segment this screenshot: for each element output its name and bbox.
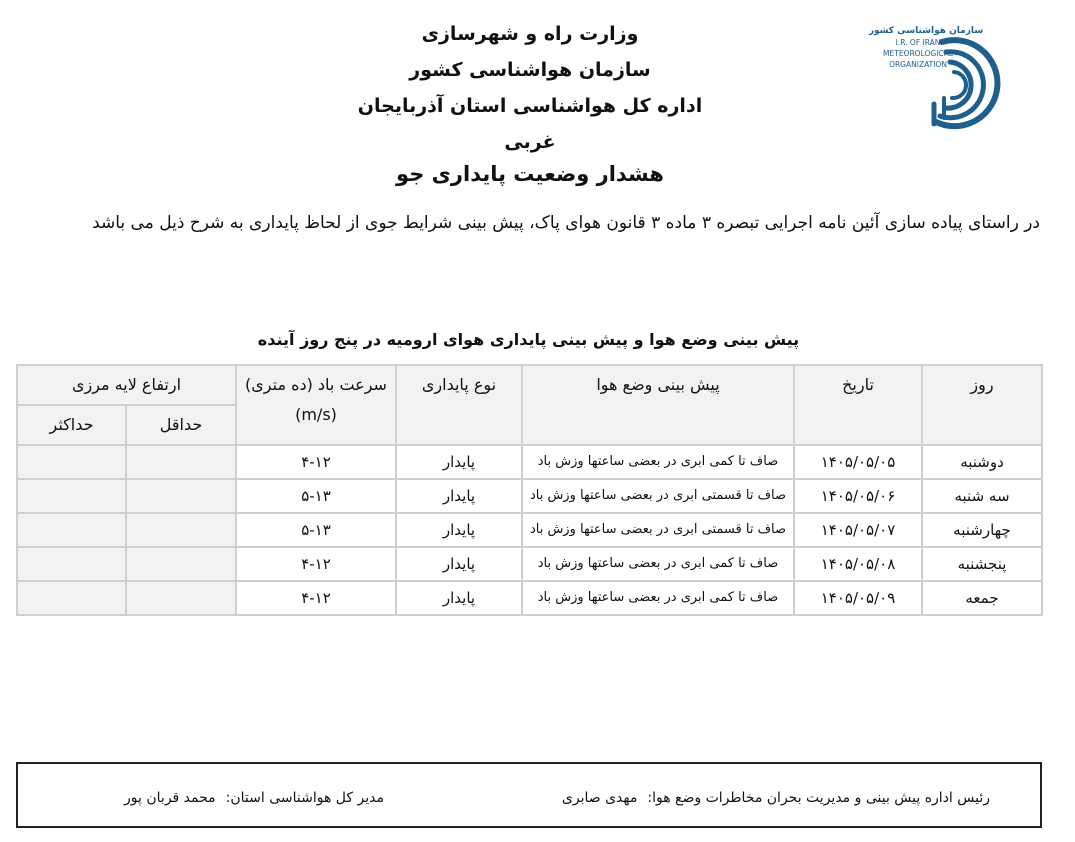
cell-forecast: صاف تا کمی ابری در بعضی ساعتها وزش باد — [522, 547, 794, 581]
cell-stability: پایدار — [396, 547, 522, 581]
cell-max — [17, 513, 126, 547]
header-boundary-layer: ارتفاع لایه مرزی — [17, 365, 236, 405]
svg-text:I.R. OF IRAN: I.R. OF IRAN — [895, 38, 941, 47]
svg-text:سازمان هواشناسی کشور: سازمان هواشناسی کشور — [868, 26, 984, 36]
cell-stability: پایدار — [396, 479, 522, 513]
header-min: حداقل — [126, 405, 236, 445]
cell-forecast: صاف تا قسمتی ابری در بعضی ساعتها وزش باد — [522, 479, 794, 513]
cell-max — [17, 479, 126, 513]
svg-text:METEOROLOGICAL: METEOROLOGICAL — [883, 49, 953, 58]
forecast-head-title: رئیس اداره پیش بینی و مدیریت بحران مخاطرات وضع هوا: — [647, 790, 990, 806]
cell-forecast: صاف تا کمی ابری در بعضی ساعتها وزش باد — [522, 581, 794, 615]
svg-text:ORGANIZATION: ORGANIZATION — [889, 60, 947, 69]
ministry-name: وزارت راه و شهرسازی — [421, 23, 639, 45]
cell-max — [17, 547, 126, 581]
table-row — [17, 581, 1042, 615]
cell-date: ۱۴۰۵/۰۵/۰۷ — [794, 513, 922, 547]
cell-date: ۱۴۰۵/۰۵/۰۸ — [794, 547, 922, 581]
table-row — [17, 445, 1042, 479]
director-signature — [124, 790, 384, 806]
meteorological-organization-logo — [866, 18, 1016, 130]
table-title: پیش بینی وضع هوا و پیش بینی پایداری هوای ارومیه در پنج روز آینده — [257, 330, 800, 349]
cell-max — [17, 445, 126, 479]
header-titles — [330, 16, 730, 160]
warning-title: هشدار وضعیت پایداری جو — [396, 162, 664, 186]
forecast-head-signature — [562, 790, 990, 806]
organization-name: سازمان هواشناسی کشور — [409, 59, 651, 81]
cell-stability: پایدار — [396, 581, 522, 615]
cell-min — [126, 513, 236, 547]
cell-forecast: صاف تا قسمتی ابری در بعضی ساعتها وزش باد — [522, 513, 794, 547]
cell-stability: پایدار — [396, 445, 522, 479]
cell-min — [126, 445, 236, 479]
header-day: روز — [922, 365, 1042, 445]
cell-date: ۱۴۰۵/۰۵/۰۵ — [794, 445, 922, 479]
cell-day: پنجشنبه — [922, 547, 1042, 581]
cell-min — [126, 479, 236, 513]
cell-wind: ۵-۱۳ — [236, 513, 396, 547]
table-row — [17, 513, 1042, 547]
header-date: تاریخ — [794, 365, 922, 445]
cell-day: چهارشنبه — [922, 513, 1042, 547]
cell-max — [17, 581, 126, 615]
cell-day: سه شنبه — [922, 479, 1042, 513]
header-stability: نوع پایداری — [396, 365, 522, 445]
cell-wind: ۵-۱۳ — [236, 479, 396, 513]
forecast-head-name: مهدی صابری — [561, 790, 638, 806]
cell-date: ۱۴۰۵/۰۵/۰۶ — [794, 479, 922, 513]
table-row — [17, 547, 1042, 581]
cell-min — [126, 581, 236, 615]
header-forecast: پیش بینی وضع هوا — [522, 365, 794, 445]
signature-box — [16, 762, 1042, 828]
header-wind-speed: سرعت باد (ده متری) (m/s) — [236, 365, 396, 445]
cell-forecast: صاف تا کمی ابری در بعضی ساعتها وزش باد — [522, 445, 794, 479]
logo-icon — [866, 18, 1016, 130]
cell-wind: ۴-۱۲ — [236, 445, 396, 479]
cell-day: دوشنبه — [922, 445, 1042, 479]
cell-min — [126, 547, 236, 581]
cell-wind: ۴-۱۲ — [236, 581, 396, 615]
table-row — [17, 479, 1042, 513]
cell-day: جمعه — [922, 581, 1042, 615]
intro-paragraph: در راستای پیاده سازی آئین نامه اجرایی تبصره ۳ ماده ۳ قانون هوای پاک، پیش بینی شرایط جوی از لحاظ پایداری به شرح ذیل می باشد — [92, 213, 1040, 233]
department-name: اداره کل هواشناسی استان آذربایجان غربی — [357, 95, 703, 153]
cell-date: ۱۴۰۵/۰۵/۰۹ — [794, 581, 922, 615]
director-title: مدیر کل هواشناسی استان: — [225, 790, 384, 806]
director-name: محمد قربان پور — [124, 790, 216, 806]
forecast-table — [16, 364, 1043, 616]
cell-stability: پایدار — [396, 513, 522, 547]
cell-wind: ۴-۱۲ — [236, 547, 396, 581]
header-max: حداکثر — [17, 405, 126, 445]
